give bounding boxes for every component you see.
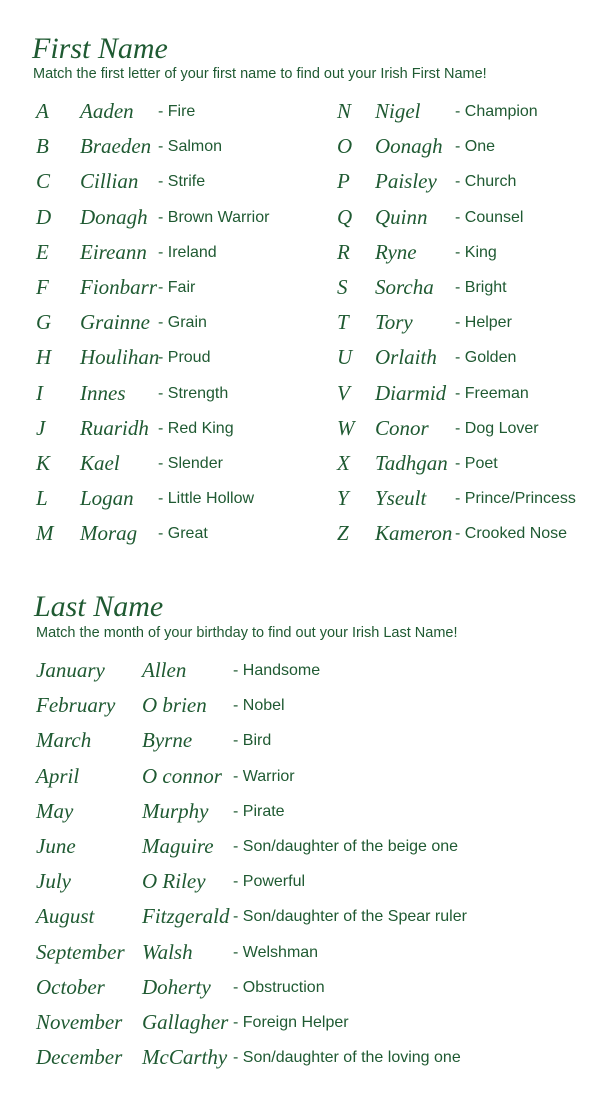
meaning: - Strife bbox=[158, 173, 206, 191]
birth-month: June bbox=[36, 833, 76, 858]
letter: W bbox=[337, 415, 355, 440]
birth-month: January bbox=[36, 658, 105, 682]
letter: O bbox=[337, 134, 353, 159]
last-name-title: Last Name bbox=[34, 590, 164, 623]
letter: H bbox=[36, 345, 52, 370]
irish-name: Kael bbox=[80, 450, 120, 475]
meaning: - Son/daughter of the loving one bbox=[233, 1049, 461, 1067]
letter: L bbox=[36, 486, 48, 511]
first-name-title: First Name bbox=[32, 32, 168, 65]
meaning: - Church bbox=[455, 173, 517, 191]
letter: P bbox=[337, 169, 350, 194]
meaning: - Powerful bbox=[233, 873, 306, 891]
meaning: - Pirate bbox=[233, 802, 285, 820]
letter: F bbox=[36, 274, 49, 299]
birth-month: April bbox=[36, 763, 80, 788]
irish-name: Quinn bbox=[375, 204, 428, 229]
irish-name: Eireann bbox=[80, 239, 147, 264]
meaning: - Welshman bbox=[233, 943, 319, 961]
meaning: - Son/daughter of the beige one bbox=[233, 837, 459, 855]
meaning: - Crooked Nose bbox=[455, 525, 568, 543]
irish-surname: Gallagher bbox=[142, 1009, 229, 1034]
irish-name: Innes bbox=[80, 380, 126, 405]
irish-surname: McCarthy bbox=[142, 1045, 228, 1070]
meaning: - Ireland bbox=[158, 243, 217, 261]
last-name-subtitle: Match the month of your birthday to find out your Irish Last Name! bbox=[36, 625, 458, 641]
birth-month: December bbox=[36, 1045, 123, 1070]
irish-name: Ryne bbox=[375, 239, 417, 264]
irish-surname: Maguire bbox=[142, 833, 214, 858]
letter: I bbox=[36, 380, 43, 405]
birth-month: July bbox=[36, 869, 71, 894]
irish-name: Logan bbox=[80, 486, 134, 511]
letter: D bbox=[36, 204, 52, 229]
irish-name: Oonagh bbox=[375, 134, 443, 159]
birth-month: November bbox=[36, 1009, 123, 1034]
irish-name: Sorcha bbox=[375, 274, 434, 299]
meaning: - Son/daughter of the Spear ruler bbox=[233, 908, 467, 926]
letter: B bbox=[36, 134, 49, 159]
meaning: - Helper bbox=[455, 314, 512, 332]
meaning: - Counsel bbox=[455, 208, 524, 226]
letter: A bbox=[36, 99, 49, 123]
meaning: - Nobel bbox=[233, 697, 285, 715]
letter: V bbox=[337, 380, 350, 405]
irish-name: Diarmid bbox=[375, 380, 447, 405]
meaning: - Great bbox=[158, 525, 208, 543]
meaning: - Obstruction bbox=[233, 978, 325, 996]
meaning: - King bbox=[455, 243, 497, 261]
letter: M bbox=[36, 521, 54, 546]
birth-month: March bbox=[36, 728, 92, 753]
irish-name: Kameron bbox=[375, 521, 453, 546]
letter: K bbox=[36, 450, 51, 475]
meaning: - Fire bbox=[158, 103, 196, 120]
meaning: - Brown Warrior bbox=[158, 208, 270, 226]
letter: C bbox=[36, 169, 51, 194]
irish-name: Tory bbox=[375, 310, 413, 335]
birth-month: August bbox=[36, 904, 95, 929]
irish-surname: O brien bbox=[142, 693, 207, 718]
irish-name: Ruaridh bbox=[80, 415, 149, 440]
irish-name: Braeden bbox=[80, 134, 152, 159]
meaning: - Red King bbox=[158, 419, 234, 437]
meaning: - One bbox=[455, 138, 496, 156]
birth-month: February bbox=[36, 693, 116, 718]
irish-surname: Byrne bbox=[142, 728, 193, 753]
irish-surname: Fitzgerald bbox=[142, 904, 230, 929]
meaning: - Warrior bbox=[233, 767, 295, 785]
irish-name: Yseult bbox=[375, 486, 427, 511]
letter: Y bbox=[337, 486, 349, 511]
irish-name: Grainne bbox=[80, 310, 150, 335]
meaning: - Little Hollow bbox=[158, 490, 255, 508]
first-name-subtitle: Match the first letter of your first name to find out your Irish First Name! bbox=[33, 66, 487, 82]
birth-month: May bbox=[36, 798, 74, 823]
birth-month: October bbox=[36, 974, 105, 999]
irish-surname: Allen bbox=[142, 658, 187, 682]
meaning: - Golden bbox=[455, 349, 517, 367]
irish-name: Morag bbox=[80, 521, 138, 546]
letter: N bbox=[337, 99, 352, 123]
letter: Z bbox=[337, 521, 349, 546]
meaning: - Dog Lover bbox=[455, 419, 539, 437]
meaning: - Fair bbox=[158, 278, 196, 296]
irish-name: Orlaith bbox=[375, 345, 437, 370]
letter: X bbox=[337, 450, 350, 475]
meaning: - Slender bbox=[158, 454, 223, 472]
letter: T bbox=[337, 310, 349, 335]
letter: S bbox=[337, 274, 348, 299]
meaning: - Grain bbox=[158, 314, 207, 332]
meaning: - Bird bbox=[233, 732, 272, 750]
irish-surname: Doherty bbox=[142, 974, 211, 999]
irish-name: Cillian bbox=[80, 169, 139, 194]
meaning: - Proud bbox=[158, 349, 211, 367]
irish-name: Nigel bbox=[375, 99, 421, 123]
irish-name: Houlihan bbox=[80, 345, 160, 370]
meaning: - Handsome bbox=[233, 662, 321, 679]
letter: J bbox=[36, 415, 46, 440]
irish-name: Fionbarr bbox=[80, 274, 158, 299]
birth-month: September bbox=[36, 939, 125, 964]
meaning: - Strength bbox=[158, 384, 229, 402]
irish-surname: Walsh bbox=[142, 939, 193, 964]
meaning: - Foreign Helper bbox=[233, 1013, 349, 1031]
irish-name: Tadhgan bbox=[375, 450, 448, 475]
letter: R bbox=[337, 239, 350, 264]
meaning: - Bright bbox=[455, 278, 507, 296]
meaning: - Prince/Princess bbox=[455, 490, 576, 508]
letter: G bbox=[36, 310, 52, 335]
letter: U bbox=[337, 345, 353, 370]
irish-name: Donagh bbox=[80, 204, 148, 229]
irish-surname: O connor bbox=[142, 763, 222, 788]
irish-surname: O Riley bbox=[142, 869, 206, 894]
meaning: - Poet bbox=[455, 454, 498, 472]
irish-surname: Murphy bbox=[142, 798, 209, 823]
letter: Q bbox=[337, 204, 353, 229]
letter: E bbox=[36, 239, 49, 264]
irish-name: Paisley bbox=[375, 169, 437, 194]
meaning: - Freeman bbox=[455, 384, 529, 402]
meaning: - Champion bbox=[455, 103, 538, 120]
meaning: - Salmon bbox=[158, 138, 223, 156]
irish-name: Aaden bbox=[80, 99, 134, 123]
irish-name: Conor bbox=[375, 415, 429, 440]
